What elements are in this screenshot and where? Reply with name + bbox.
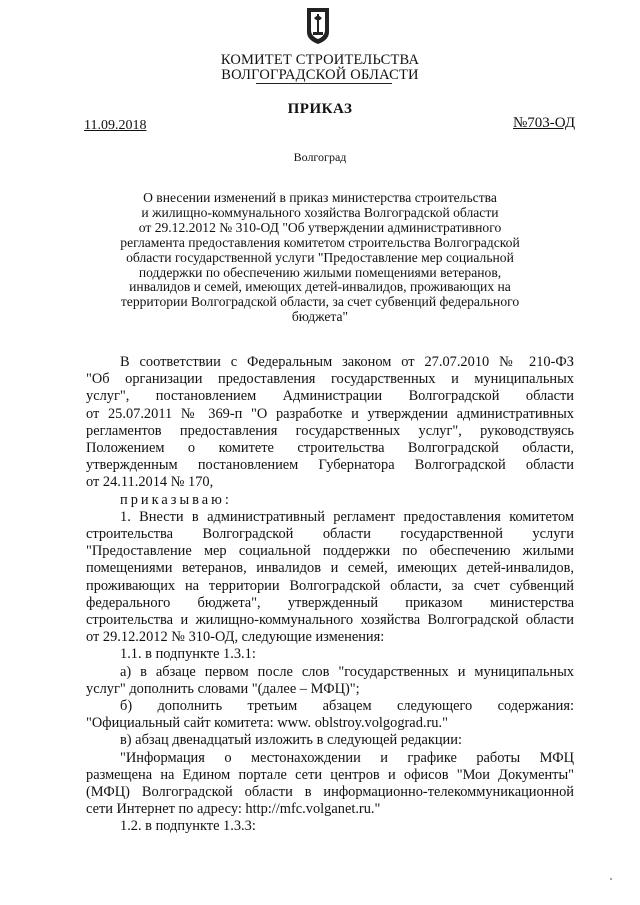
body-line: федерального бюджета", утвержденный приказом министерства bbox=[86, 594, 574, 611]
subject-line: регламента предоставления комитетом строительства Волгоградской bbox=[120, 234, 520, 250]
body-line: от 24.11.2014 № 170, bbox=[86, 474, 214, 491]
header-divider bbox=[256, 83, 392, 84]
body-line: Положением о комитете строительства Волгоградской области, bbox=[86, 440, 574, 457]
body-line: размещена на Едином портале сети центров и офисов "Мои Документы" bbox=[86, 766, 574, 783]
body-line: от 29.12.2012 № 310-ОД, следующие изменения: bbox=[86, 629, 385, 646]
body-line: строительства Волгоградской области государственной услуги bbox=[86, 526, 574, 543]
body-line: услуг", постановлением Администрации Волгоградской области bbox=[86, 388, 574, 405]
coat-of-arms-icon bbox=[305, 6, 331, 46]
subject-line: от 29.12.2012 № 310-ОД "Об утверждении административного bbox=[138, 219, 502, 235]
body-line: б) дополнить третьим абзацем следующего содержания: bbox=[120, 698, 574, 715]
document-subject bbox=[90, 191, 550, 325]
document-city: Волгоград bbox=[293, 150, 347, 164]
subject-line: и жилищно-коммунального хозяйства Волгоградской области bbox=[141, 204, 499, 220]
committee-name-line2: ВОЛГОГРАДСКОЙ ОБЛАСТИ bbox=[221, 67, 419, 83]
body-line: "Предоставление мер социальной поддержки по обеспечению жилыми bbox=[86, 543, 574, 560]
body-line: а) в абзаце первом после слов "государственных и муниципальных bbox=[120, 663, 574, 680]
subject-line: поддержки по обеспечению жилыми помещениями ветеранов, bbox=[138, 264, 502, 280]
subject-line: территории Волгоградской области, за счет субвенций федерального bbox=[120, 294, 520, 310]
body-line: 1.1. в подпункте 1.3.1: bbox=[120, 646, 256, 663]
body-line: (МФЦ) Волгоградской области в информационно-телекоммуникационной bbox=[86, 784, 574, 801]
subject-line: бюджета" bbox=[291, 309, 349, 325]
body-line: от 25.07.2011 № 369-п "О разработке и утверждении административных bbox=[86, 405, 574, 422]
body-line: помещениями ветеранов, инвалидов и семей, имеющих детей-инвалидов, bbox=[86, 560, 574, 577]
committee-name-line1: КОМИТЕТ СТРОИТЕЛЬСТВА bbox=[220, 52, 420, 68]
document-title: ПРИКАЗ bbox=[287, 101, 353, 117]
body-line: "Об организации предоставления государственных и муниципальных bbox=[86, 371, 574, 388]
order-word: приказываю: bbox=[120, 491, 232, 508]
body-line: регламентов предоставления государственных услуг", руководствуясь bbox=[86, 422, 574, 439]
document-date: 11.09.2018 bbox=[84, 118, 147, 133]
body-line: "Официальный сайт комитета: www. oblstroy.volgograd.ru." bbox=[86, 715, 448, 732]
subject-line: области государственной услуги "Предоставление мер социальной bbox=[126, 249, 514, 265]
body-line: 1. Внести в административный регламент предоставления комитетом bbox=[120, 508, 574, 525]
body-line: В соответствии с Федеральным законом от 27.07.2010 № 210-ФЗ bbox=[120, 354, 574, 370]
body-line: в) абзац двенадцатый изложить в следующей редакции: bbox=[120, 732, 462, 749]
document-body bbox=[86, 354, 574, 836]
scan-speck bbox=[610, 878, 612, 880]
subject-line: О внесении изменений в приказ министерства строительства bbox=[143, 190, 497, 205]
body-line: строительства и жилищно-коммунального хозяйства Волгоградской области bbox=[86, 612, 574, 629]
body-line: услуг" дополнить словами "(далее – МФЦ)"; bbox=[86, 680, 360, 697]
subject-line: инвалидов и семей, имеющих детей-инвалидов, проживающих на bbox=[129, 279, 511, 295]
body-line: проживающих на территории Волгоградской области, за счет субвенций bbox=[86, 577, 574, 594]
body-line: утвержденным постановлением Губернатора Волгоградской области bbox=[86, 457, 574, 474]
body-line: сети Интернет по адресу: http://mfc.volganet.ru." bbox=[86, 801, 381, 818]
document-number: №703-ОД bbox=[513, 115, 576, 131]
body-line: 1.2. в подпункте 1.3.3: bbox=[120, 818, 256, 835]
body-line: "Информация о местонахождении и графике работы МФЦ bbox=[120, 749, 574, 766]
